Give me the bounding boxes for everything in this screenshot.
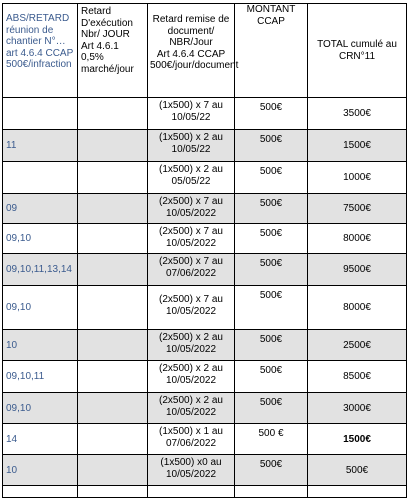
total-cell: 1500€ — [308, 424, 407, 455]
header-line: chantier N°… — [6, 36, 66, 48]
table-row — [3, 98, 407, 130]
retard-document-cell — [148, 424, 235, 455]
retard-execution-cell — [78, 194, 148, 224]
table-row — [3, 254, 407, 286]
header-retard-document — [148, 4, 239, 98]
header-line: NBR/Jour — [169, 37, 213, 49]
retard-line: 10/05/2022 — [165, 406, 217, 418]
retard-line: (2x500) x 7 au — [159, 226, 223, 237]
header-line: Art 4.6.4 CCAP — [156, 48, 226, 60]
table-row — [3, 330, 407, 361]
header-abs-retard — [3, 4, 78, 98]
montant-ccap-cell: 500€ — [235, 194, 308, 224]
retard-line: (1x500) x 2 au — [159, 132, 223, 143]
retard-line: 10/05/2022 — [165, 343, 217, 355]
retard-document-cell — [148, 194, 235, 224]
retard-document-cell — [148, 455, 235, 486]
total-cell: 9500€ — [308, 254, 407, 286]
retard-execution-cell — [78, 486, 148, 498]
montant-ccap-cell: 500€ — [235, 286, 308, 330]
retard-line: 10/05/2022 — [165, 207, 217, 219]
montant-ccap-cell: 500 € — [235, 424, 308, 455]
retard-document-cell — [148, 286, 235, 330]
header-line: TOTAL cumulé au — [317, 38, 397, 50]
header-line: Art 4.6.1 — [81, 40, 119, 52]
retard-line: 10/05/2022 — [165, 237, 217, 249]
table-row — [3, 486, 407, 498]
retard-execution-cell — [78, 224, 148, 254]
retard-document-cell — [148, 330, 235, 361]
reunion-cell: 09,10 — [3, 393, 78, 424]
header-line: document/ — [167, 25, 215, 37]
header-row — [3, 4, 407, 98]
reunion-cell: 09,10,11 — [3, 361, 78, 393]
total-cell — [308, 486, 407, 498]
header-line: MONTANT — [246, 4, 296, 15]
montant-ccap-cell: 500€ — [235, 361, 308, 393]
reunion-cell — [3, 162, 78, 194]
reunion-cell: 09,10 — [3, 286, 78, 330]
header-line: CCAP — [257, 15, 285, 27]
retard-line: (2x500) x 7 au — [159, 294, 223, 305]
retard-execution-cell — [78, 254, 148, 286]
retard-document-cell — [148, 254, 235, 286]
retard-execution-cell — [78, 162, 148, 194]
retard-line: (2x500) x 2 au — [159, 363, 223, 374]
header-line: 0,5% — [81, 52, 104, 64]
retard-line: (2x500) x 7 au — [159, 196, 223, 207]
retard-execution-cell — [78, 286, 148, 330]
header-total-cumule — [308, 4, 407, 98]
reunion-cell: 09,10,11,13,14 — [3, 254, 78, 286]
reunion-cell — [3, 98, 78, 130]
retard-execution-cell — [78, 424, 148, 455]
total-cell: 1500€ — [308, 130, 407, 162]
table-row — [3, 286, 407, 330]
retard-execution-cell — [78, 361, 148, 393]
retard-document-cell — [148, 162, 235, 194]
montant-ccap-cell: 500€ — [235, 455, 308, 486]
retard-document-cell — [148, 393, 235, 424]
penalty-table — [2, 3, 407, 498]
retard-line: (2x500) x 2 au — [159, 395, 223, 406]
retard-execution-cell — [78, 130, 148, 162]
retard-line: 10/05/2022 — [165, 374, 217, 386]
montant-ccap-cell: 500€ — [235, 162, 308, 194]
total-cell: 8500€ — [308, 361, 407, 393]
retard-line: (1x500) x0 au — [160, 457, 222, 468]
table-row — [3, 162, 407, 194]
total-cell: 7500€ — [308, 194, 407, 224]
montant-ccap-cell: 500€ — [235, 98, 308, 130]
retard-execution-cell — [78, 455, 148, 486]
retard-document-cell — [148, 98, 235, 130]
retard-line: (2x500) x 7 au — [159, 256, 223, 267]
reunion-cell — [3, 486, 78, 498]
header-line: Retard — [81, 6, 112, 17]
montant-ccap-cell: 500€ — [235, 224, 308, 254]
header-line: ABS/RETARD — [6, 13, 70, 24]
reunion-cell: 10 — [3, 330, 78, 361]
total-cell: 3500€ — [308, 98, 407, 130]
table-row — [3, 424, 407, 455]
total-cell: 8000€ — [308, 286, 407, 330]
retard-line: 10/05/2022 — [165, 305, 217, 317]
table-row — [3, 393, 407, 424]
retard-document-cell — [148, 361, 235, 393]
header-line: 500€/jour/document — [150, 60, 239, 72]
total-cell: 1000€ — [308, 162, 407, 194]
montant-ccap-cell: 500€ — [235, 330, 308, 361]
total-cell: 500€ — [308, 455, 407, 486]
reunion-cell: 10 — [3, 455, 78, 486]
montant-ccap-cell: 500€ — [235, 130, 308, 162]
retard-line: (1x500) x 2 au — [159, 164, 223, 175]
retard-line: 10/05/2022 — [165, 468, 217, 480]
retard-execution-cell — [78, 393, 148, 424]
header-line: art 4.6.4 CCAP — [6, 47, 74, 59]
header-line: réunion de — [6, 24, 54, 36]
retard-line: 05/05/22 — [171, 175, 211, 187]
retard-execution-cell — [78, 330, 148, 361]
header-retard-execution — [78, 4, 148, 98]
retard-document-cell — [148, 224, 235, 254]
reunion-cell: 09,10 — [3, 224, 78, 254]
retard-line: (1x500) x 7 au — [159, 100, 223, 111]
table-row — [3, 361, 407, 393]
reunion-cell: 09 — [3, 194, 78, 224]
header-line: 500€/infraction — [6, 59, 72, 71]
table-row — [3, 224, 407, 254]
retard-line: 07/06/2022 — [165, 267, 217, 279]
total-cell: 3000€ — [308, 393, 407, 424]
retard-execution-cell — [78, 98, 148, 130]
header-line: marché/jour — [81, 63, 134, 75]
retard-line: 10/05/22 — [171, 143, 211, 155]
retard-line: (1x500) x 1 au — [159, 426, 223, 437]
retard-line: 10/05/22 — [171, 111, 211, 123]
retard-line: (2x500) x 2 au — [159, 332, 223, 343]
table-row — [3, 194, 407, 224]
montant-ccap-cell — [235, 486, 308, 498]
retard-document-cell — [148, 486, 235, 498]
header-line: Nbr/ JOUR — [81, 29, 130, 41]
reunion-cell: 14 — [3, 424, 78, 455]
header-montant-ccap — [235, 4, 308, 98]
total-cell: 8000€ — [308, 224, 407, 254]
retard-line: 07/06/2022 — [165, 437, 217, 449]
header-line: CRN°11 — [338, 50, 376, 62]
table-row — [3, 455, 407, 486]
retard-document-cell — [148, 130, 235, 162]
table-row — [3, 130, 407, 162]
montant-ccap-cell: 500€ — [235, 254, 308, 286]
header-line: D'exécution — [81, 17, 133, 29]
total-cell: 2500€ — [308, 330, 407, 361]
header-line: Retard remise de — [152, 14, 230, 25]
montant-ccap-cell: 500€ — [235, 393, 308, 424]
reunion-cell: 11 — [3, 130, 78, 162]
